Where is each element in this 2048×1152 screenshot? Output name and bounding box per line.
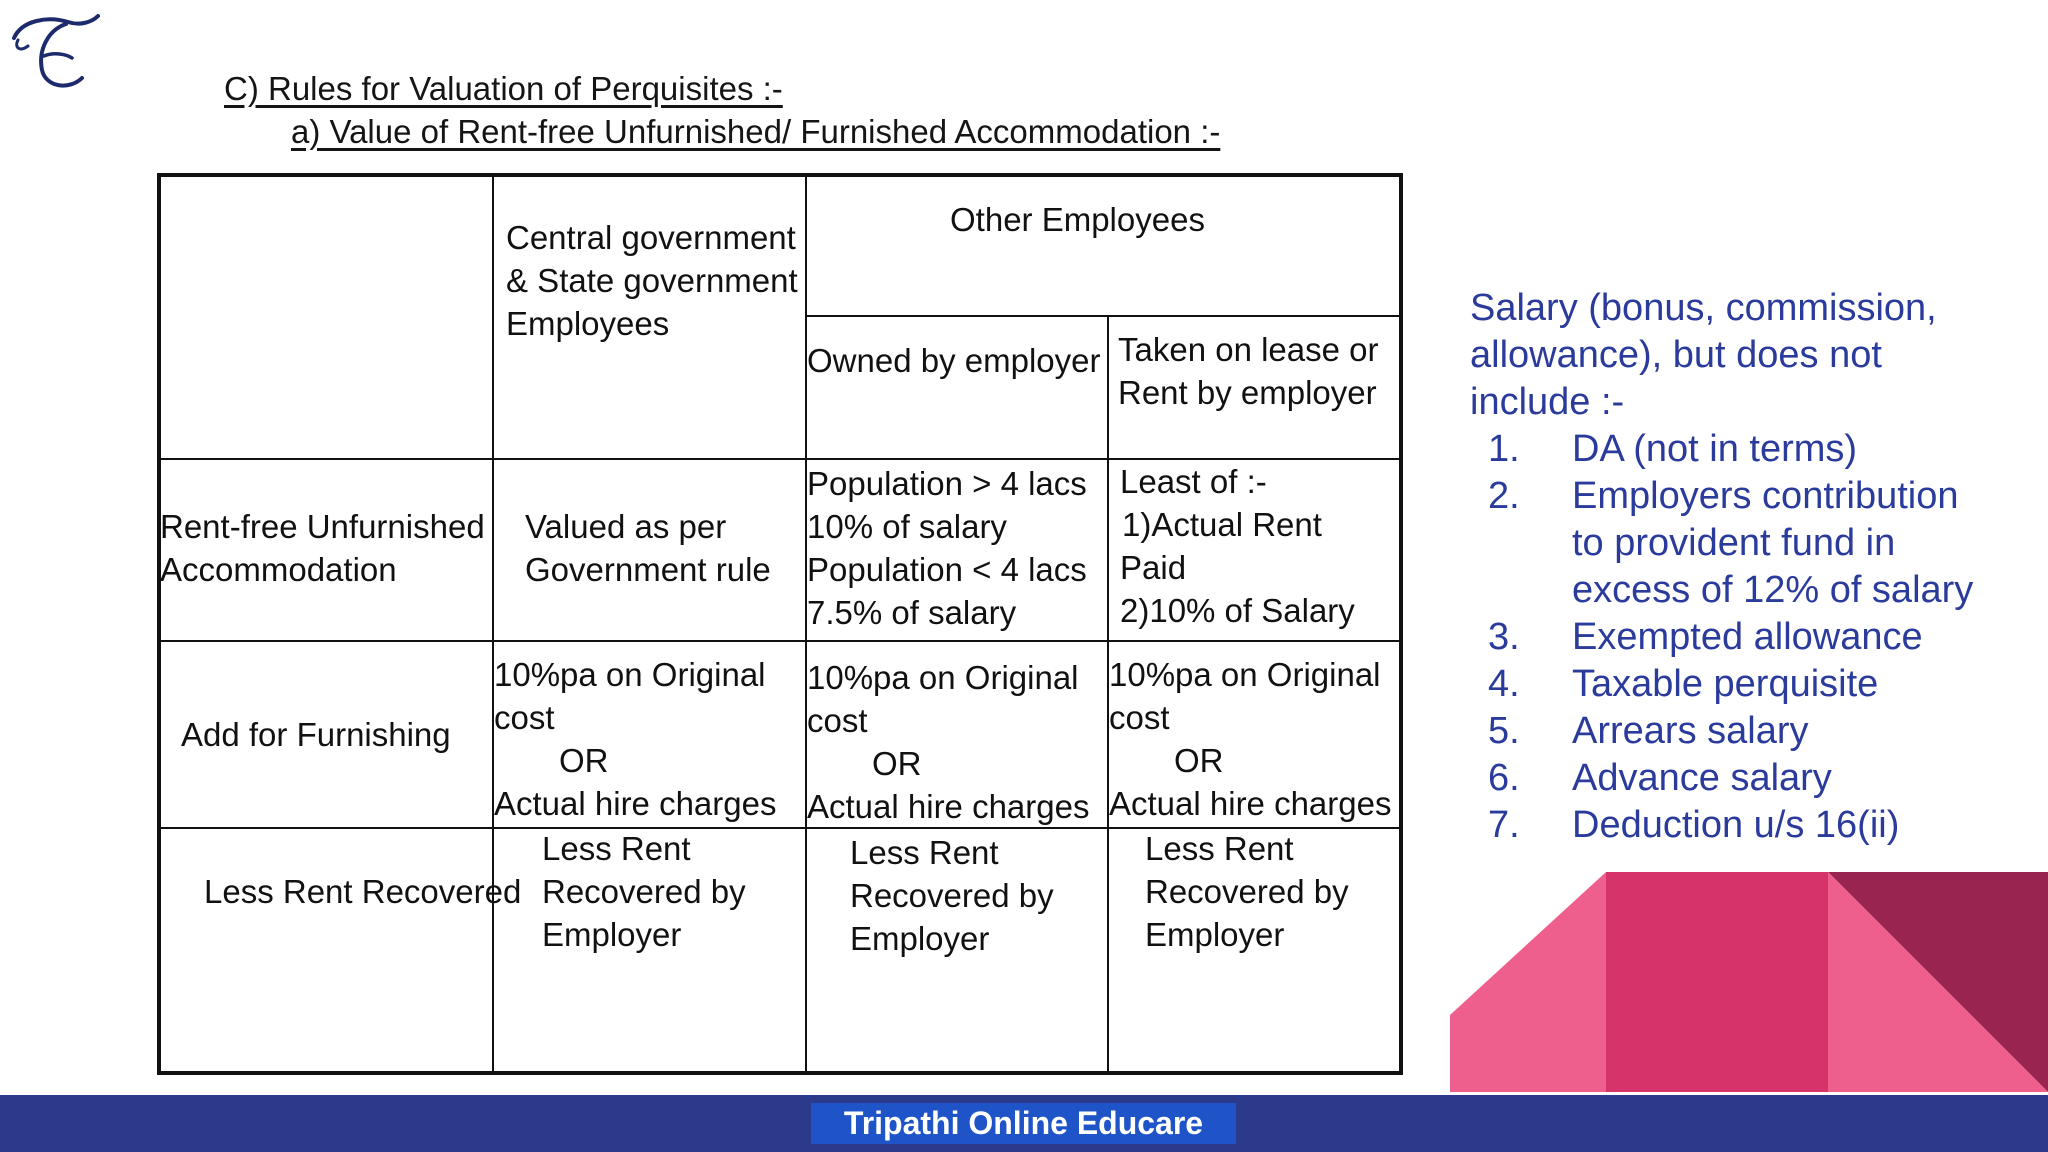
header-owned-by-employer: Owned by employer (807, 342, 1101, 379)
decorative-shapes (1384, 872, 2048, 1092)
note-intro-line: Salary (bonus, commission, (1470, 287, 1937, 329)
header-other-employees: Other Employees (950, 201, 1205, 238)
cell-unfurnished-central: Valued as per Government rule (525, 508, 771, 588)
table-divider (805, 315, 1399, 317)
note-intro-line: include :- (1470, 381, 1625, 423)
cell-furnishing-central: 10%pa on Original cost OR Actual hire charges (494, 656, 777, 822)
header-leased-by-employer: Taken on lease or Rent by employer (1118, 331, 1379, 411)
salary-exclusions-note (1470, 285, 1973, 849)
header-central-govt: Central government & State government Employees (506, 219, 798, 342)
cell-rent-recovered-owned: Less Rent Recovered by Employer (850, 834, 1054, 957)
cell-furnishing-leased: 10%pa on Original cost OR Actual hire charges (1109, 656, 1392, 822)
script-t-logo-icon (8, 8, 100, 100)
list-item: 2. Employers contribution to provident fund in excess of 12% of salary (1488, 475, 1974, 611)
cell-rent-recovered-central: Less Rent Recovered by Employer (542, 830, 746, 953)
exclusions-list (1470, 426, 1973, 849)
row-label-furnishing: Add for Furnishing (181, 716, 451, 753)
section-heading: C) Rules for Valuation of Perquisites :- (224, 70, 783, 107)
perquisite-valuation-table (157, 173, 1401, 1073)
list-item: 6. Advance salary (1488, 757, 1832, 799)
table-divider (492, 173, 494, 1073)
list-item: 1. DA (not in terms) (1488, 428, 1858, 470)
note-intro-line: allowance), but does not (1470, 334, 1882, 376)
cell-unfurnished-leased: Least of :- 1)Actual Rent Paid 2)10% of Salary (1120, 463, 1355, 629)
table-divider (157, 640, 1399, 642)
cell-unfurnished-owned: Population > 4 lacs 10% of salary Population < 4 lacs 7.5% of salary (807, 465, 1087, 631)
list-item: 4. Taxable perquisite (1488, 663, 1879, 705)
row-label-unfurnished: Rent-free Unfurnished Accommodation (160, 508, 485, 588)
cell-furnishing-owned: 10%pa on Original cost OR Actual hire charges (807, 659, 1090, 825)
list-item: 3. Exempted allowance (1488, 616, 1923, 658)
list-item: 7. Deduction u/s 16(ii) (1488, 804, 1900, 846)
brand-label: Tripathi Online Educare (811, 1103, 1236, 1144)
section-subheading: a) Value of Rent-free Unfurnished/ Furnished Accommodation :- (291, 113, 1221, 150)
cell-rent-recovered-leased: Less Rent Recovered by Employer (1145, 830, 1349, 953)
list-item: 5. Arrears salary (1488, 710, 1809, 752)
row-label-rent-recovered: Less Rent Recovered (204, 873, 522, 910)
